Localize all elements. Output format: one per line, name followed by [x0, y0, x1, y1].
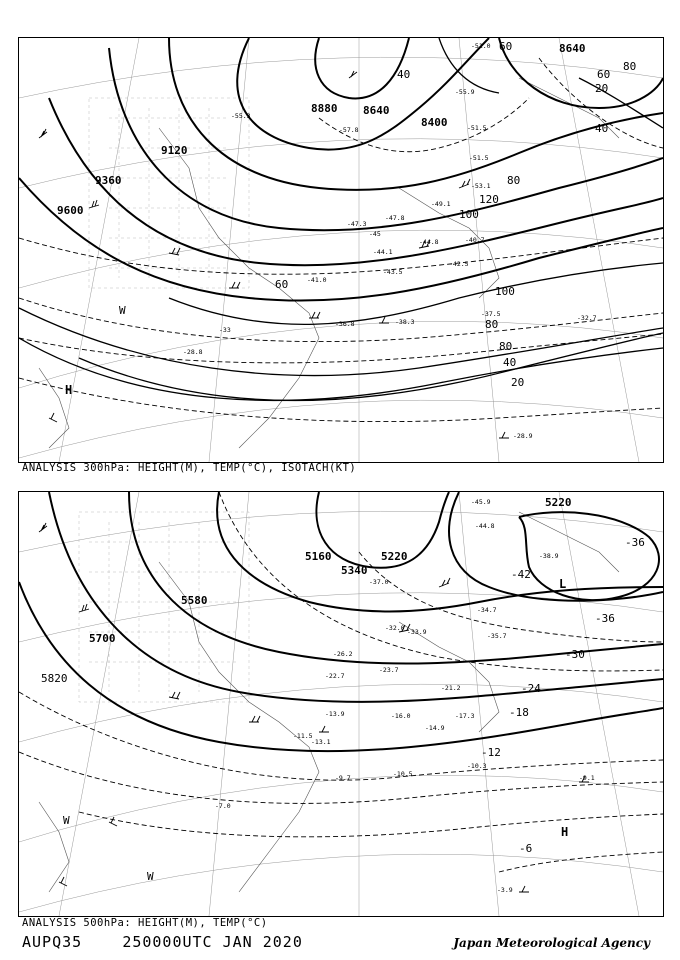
- temp-label: -51.5: [467, 124, 487, 132]
- isotach-label: 40: [503, 356, 517, 369]
- isotach-label: 100: [459, 208, 479, 221]
- temp-label: -38.3: [395, 318, 415, 326]
- temp-label: -32.0: [385, 624, 405, 632]
- temp-label: -34.7: [477, 606, 497, 614]
- temp-label: -38.9: [539, 552, 559, 560]
- isotherm-label: -42: [511, 568, 531, 581]
- temp-label: -10.5: [393, 770, 413, 778]
- upper-height-label: 9360: [95, 174, 122, 187]
- isotach-label: 40: [595, 122, 609, 135]
- isotherm-label: -24: [521, 682, 541, 695]
- lower-map: [19, 492, 663, 916]
- lower-height-label: 5220: [545, 496, 572, 509]
- temp-label: -49.1: [431, 200, 451, 208]
- temp-label: -28.8: [183, 348, 203, 356]
- isotherm-label: -18: [509, 706, 529, 719]
- temp-label: -45: [369, 230, 381, 238]
- isotherm-label: -12: [481, 746, 501, 759]
- upper-map: [19, 38, 663, 462]
- isotach-label: 100: [495, 285, 515, 298]
- isotherm-label: -36: [595, 612, 615, 625]
- isotach-label: 20: [511, 376, 525, 389]
- temp-label: -40.7: [465, 236, 485, 244]
- temp-label: -28.9: [513, 432, 533, 440]
- temp-label: -9.7: [335, 774, 351, 782]
- upper-height-label: 8640: [363, 104, 390, 117]
- temp-label: -13.9: [325, 710, 345, 718]
- upper-height-label: 8400: [421, 116, 448, 129]
- temp-label: -33.9: [407, 628, 427, 636]
- temp-label: -33: [219, 326, 231, 334]
- upper-map-panel: [18, 37, 664, 463]
- isotherm-label: -36: [625, 536, 645, 549]
- temp-label: -51.0: [471, 42, 491, 50]
- temp-label: -37.5: [481, 310, 501, 318]
- isotach-label: 80: [623, 60, 637, 73]
- lower-h-marker: H: [561, 825, 569, 839]
- isotach-label: 120: [479, 193, 499, 206]
- lower-l-marker: L: [559, 577, 567, 591]
- temp-label: -23.7: [379, 666, 399, 674]
- temp-label: -51.5: [469, 154, 489, 162]
- lower-height-label: 5340: [341, 564, 368, 577]
- temp-label: -45.9: [471, 498, 491, 506]
- temp-label: -11.5: [293, 732, 313, 740]
- temp-label: -42.5: [449, 260, 469, 268]
- temp-label: -3.9: [497, 886, 513, 894]
- upper-caption: ANALYSIS 300hPa: HEIGHT(M), TEMP(°C), ISOTACH(KT): [22, 462, 357, 474]
- lower-w-marker: W: [63, 814, 70, 827]
- temp-label: -22.7: [325, 672, 345, 680]
- lower-map-panel: [18, 491, 664, 917]
- upper-height-label: 9120: [161, 144, 188, 157]
- upper-temp-labels: [183, 42, 597, 440]
- lower-caption: ANALYSIS 500hPa: HEIGHT(M), TEMP(°C): [22, 917, 268, 929]
- upper-isotachs: [19, 38, 663, 401]
- isotherm-label: -30: [565, 648, 585, 661]
- temp-label: -26.2: [333, 650, 353, 658]
- temp-label: -43.5: [383, 268, 403, 276]
- temp-label: -55.9: [455, 88, 475, 96]
- temp-label: -55.3: [231, 112, 251, 120]
- upper-h-marker: H: [65, 383, 73, 397]
- temp-label: -21.2: [441, 684, 461, 692]
- lower-height-label: 5580: [181, 594, 208, 607]
- chart-id: AUPQ35: [22, 933, 83, 951]
- agency-name: Japan Meteorological Agency: [453, 936, 650, 950]
- isotach-label: 60: [275, 278, 289, 291]
- isotach-label: 80: [507, 174, 521, 187]
- upper-isotherms: [19, 58, 663, 422]
- upper-height-label: 9600: [57, 204, 84, 217]
- temp-label: -41.0: [307, 276, 327, 284]
- temp-label: -32.7: [577, 314, 597, 322]
- chart-identifier: [22, 933, 303, 951]
- temp-label: -17.3: [455, 712, 475, 720]
- upper-w-marker: W: [119, 304, 126, 317]
- isotach-label: 80: [499, 340, 513, 353]
- temp-label: -9.1: [579, 774, 595, 782]
- upper-height-label: 8880: [311, 102, 338, 115]
- temp-label: -35.7: [487, 632, 507, 640]
- temp-label: -47.8: [385, 214, 405, 222]
- temp-label: -53.1: [471, 182, 491, 190]
- isotach-label: 60: [597, 68, 611, 81]
- isotach-label: 60: [499, 40, 513, 53]
- valid-time: 250000UTC JAN 2020: [122, 933, 303, 951]
- temp-label: -16.0: [391, 712, 411, 720]
- temp-label: -47.3: [347, 220, 367, 228]
- temp-label: -13.1: [311, 738, 331, 746]
- lower-height-label: 5160: [305, 550, 332, 563]
- temp-label: -57.8: [339, 126, 359, 134]
- upper-hatch-area: [89, 98, 249, 288]
- isotach-label: 40: [397, 68, 411, 81]
- isotach-label: 80: [485, 318, 499, 331]
- upper-height-labels: [57, 42, 586, 217]
- temp-label: -36.8: [335, 320, 355, 328]
- lower-w-marker: W: [147, 870, 154, 883]
- lower-height-label: 5700: [89, 632, 116, 645]
- lower-height-label: 5220: [381, 550, 408, 563]
- isotherm-label: -6: [519, 842, 533, 855]
- temp-label: -37.0: [369, 578, 389, 586]
- upper-height-label: 8640: [559, 42, 586, 55]
- temp-label: -44.1: [373, 248, 393, 256]
- isotach-label: 20: [595, 82, 609, 95]
- temp-label: -10.3: [467, 762, 487, 770]
- lower-height-label: 5820: [41, 672, 68, 685]
- temp-label: -7.0: [215, 802, 231, 810]
- temp-label: -44.8: [419, 238, 439, 246]
- temp-label: -14.9: [425, 724, 445, 732]
- temp-label: -44.8: [475, 522, 495, 530]
